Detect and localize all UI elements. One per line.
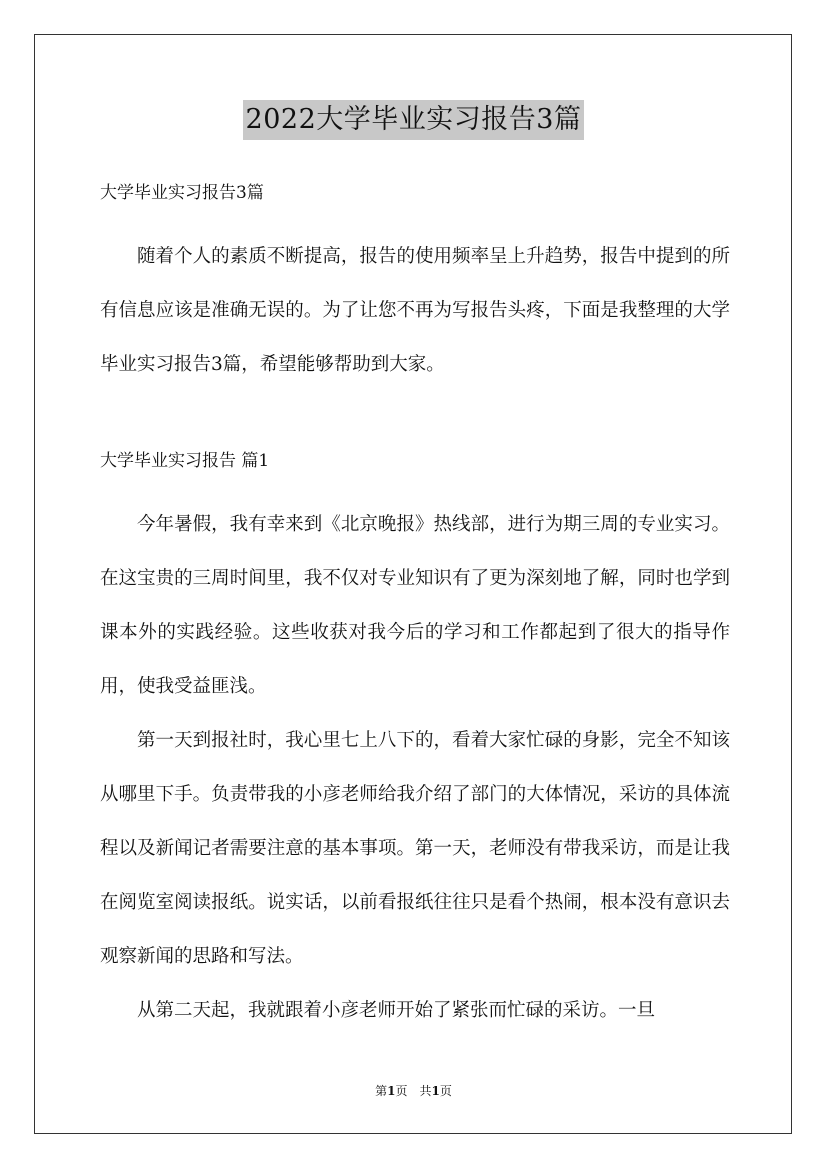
section-1-heading: 大学毕业实习报告 篇1 bbox=[100, 451, 270, 471]
title-container bbox=[0, 100, 827, 140]
document-title: 2022大学毕业实习报告3篇 bbox=[243, 100, 585, 140]
footer-suffix: 页 bbox=[439, 1084, 452, 1098]
document-body bbox=[100, 176, 730, 1038]
footer-prefix: 第 bbox=[375, 1084, 388, 1098]
footer-middle: 页 共 bbox=[395, 1084, 432, 1098]
section-1-paragraph-1: 今年暑假，我有幸来到《北京晚报》热线部，进行为期三周的专业实习。在这宝贵的三周时间里，我不仅对专业知识有了更为深刻地了解，同时也学到课本外的实践经验。这些收获对我今后的学习和工作都起到了很大的指导作用，使我受益匪浅。 bbox=[100, 514, 730, 697]
section-spacer bbox=[100, 392, 730, 444]
section-1-paragraph-2: 第一天到报社时，我心里七上八下的，看着大家忙碌的身影，完全不知该从哪里下手。负责带我的小彦老师给我介绍了部门的大体情况，采访的具体流程以及新闻记者需要注意的基本事项。第一天，老师没有带我采访，而是让我在阅览室阅读报纸。说实话，以前看报纸往往只是看个热闹，根本没有意识去观察新闻的思路和写法。 bbox=[100, 730, 730, 967]
footer-current-page: 1 bbox=[387, 1084, 396, 1098]
intro-paragraph: 随着个人的素质不断提高，报告的使用频率呈上升趋势，报告中提到的所有信息应该是准确无误的。为了让您不再为写报告头疼，下面是我整理的大学毕业实习报告3篇，希望能够帮助到大家。 bbox=[100, 246, 730, 375]
page-footer bbox=[0, 1082, 827, 1100]
subtitle-heading: 大学毕业实习报告3篇 bbox=[100, 183, 264, 203]
section-1-paragraph-3: 从第二天起，我就跟着小彦老师开始了紧张而忙碌的采访。一旦 bbox=[137, 1000, 656, 1021]
footer-total-pages: 1 bbox=[431, 1084, 440, 1098]
